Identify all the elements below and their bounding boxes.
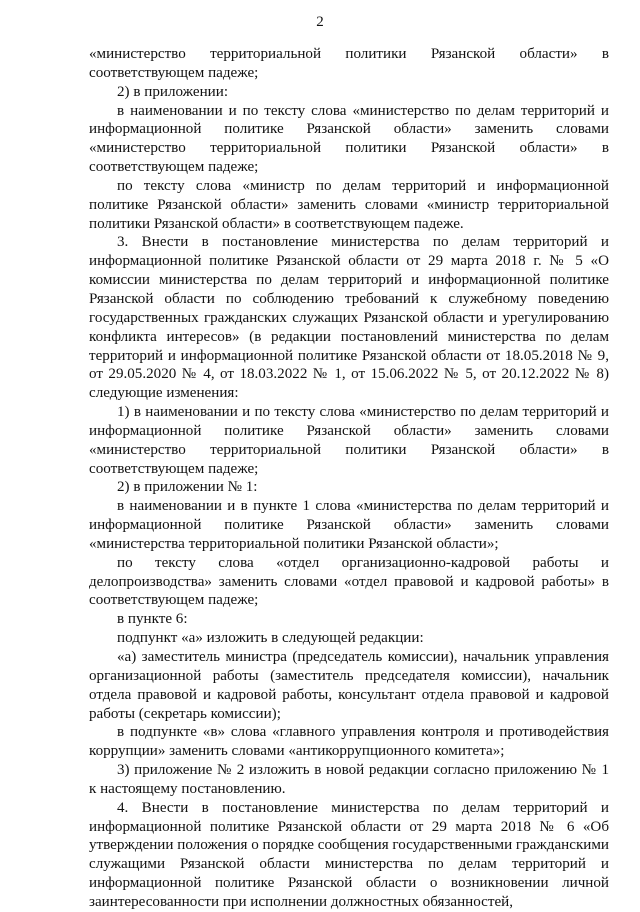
paragraph-point-4: 4. Внести в постановление министерства по делам территорий и информационной политике Рязанской области от 29 марта 2018 № 6 «Об утверждении положения о порядке сообщения государственными гражданскими служащими Рязанской области министерства по делам территорий и информационной политике Рязанской области о возникновении личной заинтересованности при исполнении должностных обязанностей, bbox=[89, 799, 609, 910]
paragraph-minister-replacement: по тексту слова «министр по делам территорий и информационной политике Рязанской области» заменить словами «министр территориальной политики Рязанской области» в соответствующем падеже. bbox=[89, 177, 609, 232]
page-number: 2 bbox=[316, 14, 324, 30]
paragraph-point-3-item-3: 3) приложение № 2 изложить в новой редакции согласно приложению № 1 к настоящему постановлению. bbox=[89, 762, 609, 797]
paragraph-subpoint-v: в подпункте «в» слова «главного управления контроля и противодействия коррупции» заменить словами «антикоррупционного комитета»; bbox=[89, 724, 609, 760]
paragraph-point-3-item-1: 1) в наименовании и по тексту слова «министерство по делам территорий и информационной политике Рязанской области» заменить словами «министерство территориальной политики Рязанской области» в соответствующем падеже; bbox=[89, 404, 609, 477]
paragraph-point-3-item-2: 2) в приложении № 1: bbox=[117, 479, 258, 496]
paragraph-point-3: 3. Внести в постановление министерства по делам территорий и информационной политике Рязанской области от 29 марта 2018 г. № 5 «О комиссии министерства по делам территорий и информационной политике Рязанской области по соблюдению требований к служебному поведению государственных гражданских служащих Рязанской области и урегулированию конфликта интересов» (в редакции постановлений министерства по делам территорий и информационной политике Рязанской области от 18.05.2018 № 9, от 29.05.2020 № 4, от 18.03.2022 № 1, от 15.06.2022 № 5, от 20.12.2022 № 8) следующие изменения: bbox=[89, 234, 609, 402]
paragraph-point-1-replacement: в наименовании и в пункте 1 слова «министерства по делам территорий и информационной политике Рязанской области» заменить словами «министерства территориальной политики Рязанской области»; bbox=[89, 498, 609, 552]
paragraph-title-and-text-replacement: в наименовании и по тексту слова «министерство по делам территорий и информационной политике Рязанской области» заменить словами «министерство территориальной политики Рязанской области» в соответствующем падеже; bbox=[89, 102, 609, 176]
paragraph-continuation: «министерство территориальной политики Рязанской области» в соответствующем падеже; bbox=[89, 46, 609, 81]
paragraph-subpoint-a-intro: подпункт «а» изложить в следующей редакции: bbox=[117, 630, 424, 647]
paragraph-point-6: в пункте 6: bbox=[117, 611, 188, 628]
paragraph-subpoint-a-text: «а) заместитель министра (председатель комиссии), начальник управления организационной работы (заместитель председателя комиссии), начальник отдела правовой и кадровой работы, консультант отдела правовой и кадровой работы (секретарь комиссии); bbox=[89, 649, 609, 722]
paragraph-department-replacement: по тексту слова «отдел организационно-кадровой работы и делопроизводства» заменить словами «отдел правовой и кадровой работы» в соответствующем падеже; bbox=[89, 554, 609, 609]
paragraph-item-2-appendix: 2) в приложении: bbox=[117, 83, 229, 100]
document-body bbox=[89, 45, 609, 912]
